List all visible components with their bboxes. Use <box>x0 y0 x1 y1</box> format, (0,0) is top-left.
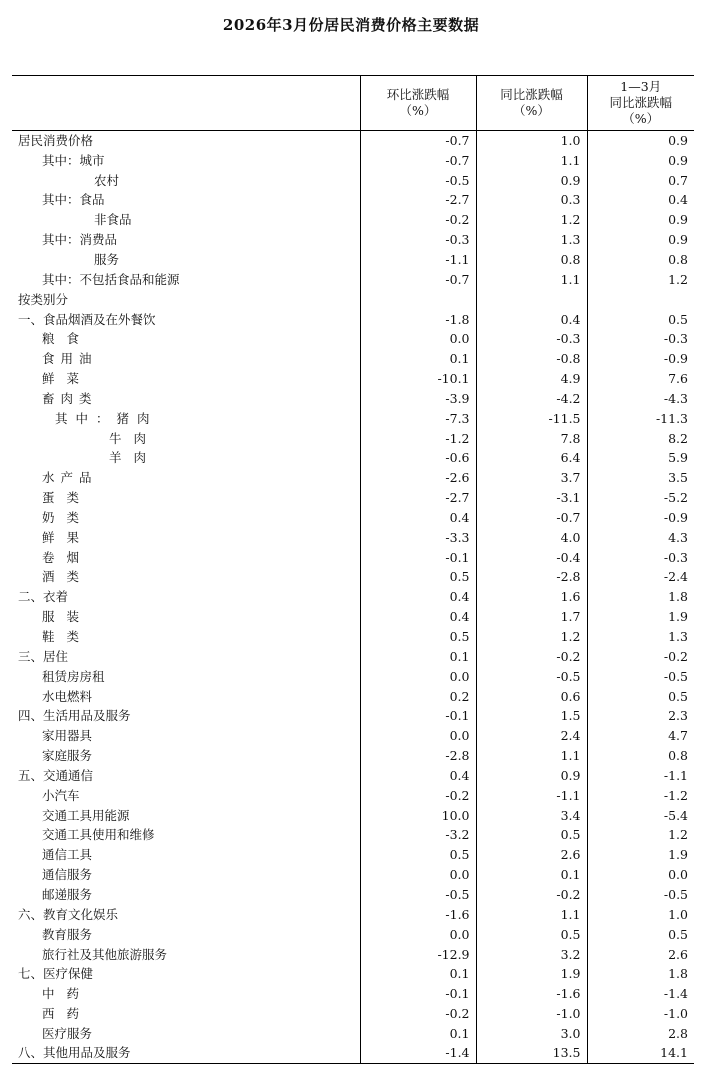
table-row <box>12 924 694 944</box>
cell-yoy: -0.7 <box>476 508 587 528</box>
table-row <box>12 170 694 190</box>
cell-mom: 0.4 <box>360 587 476 607</box>
table-row <box>12 805 694 825</box>
cell-ytd: -0.5 <box>587 666 694 686</box>
cell-yoy: -1.0 <box>476 1004 587 1024</box>
cell-yoy: 0.9 <box>476 170 587 190</box>
table-row <box>12 627 694 647</box>
cell-yoy: 1.3 <box>476 230 587 250</box>
table-row <box>12 766 694 786</box>
cell-ytd: 0.5 <box>587 686 694 706</box>
cell-mom: -2.7 <box>360 190 476 210</box>
row-label: 七、医疗保健 <box>18 966 94 982</box>
row-label: 邮递服务 <box>42 886 93 902</box>
cell-mom: -2.7 <box>360 488 476 508</box>
row-label-cell <box>12 210 360 230</box>
cell-yoy: 1.1 <box>476 150 587 170</box>
header-period-line: 1—3月 <box>620 79 662 94</box>
row-label-cell <box>12 190 360 210</box>
row-label-cell <box>12 349 360 369</box>
cell-ytd: -5.2 <box>587 488 694 508</box>
cell-mom: 0.4 <box>360 766 476 786</box>
header-label-line: 环比涨跌幅 <box>386 87 450 102</box>
table-row <box>12 468 694 488</box>
row-label-cell <box>12 448 360 468</box>
cell-yoy: 1.0 <box>476 131 587 151</box>
row-label: 按类别分 <box>18 291 69 307</box>
table-row <box>12 190 694 210</box>
page-title: 2026年3月份居民消费价格主要数据 <box>222 16 480 34</box>
cell-ytd: 0.9 <box>587 131 694 151</box>
cell-mom: -12.9 <box>360 944 476 964</box>
cell-ytd: 0.9 <box>587 210 694 230</box>
row-label: 三、居住 <box>18 648 69 664</box>
row-label: 交通工具用能源 <box>42 807 130 823</box>
cell-mom: 0.2 <box>360 686 476 706</box>
table-row <box>12 369 694 389</box>
cell-ytd <box>587 289 694 309</box>
cell-mom: -0.6 <box>360 448 476 468</box>
row-label: 水电燃料 <box>42 688 93 704</box>
row-label-cell <box>12 230 360 250</box>
cell-ytd: 2.8 <box>587 1023 694 1043</box>
cell-mom: 0.5 <box>360 567 476 587</box>
cell-mom: 0.4 <box>360 508 476 528</box>
cell-ytd: 0.5 <box>587 309 694 329</box>
cell-ytd: 0.9 <box>587 230 694 250</box>
cell-mom: 0.1 <box>360 964 476 984</box>
cell-ytd: 8.2 <box>587 428 694 448</box>
row-label: 其中：猪肉 <box>55 410 158 426</box>
cell-ytd: 0.7 <box>587 170 694 190</box>
table-row <box>12 706 694 726</box>
row-label: 西药 <box>42 1006 92 1022</box>
cell-yoy: 1.1 <box>476 746 587 766</box>
cell-mom: -0.1 <box>360 984 476 1004</box>
cell-ytd: -0.2 <box>587 646 694 666</box>
cell-yoy: -11.5 <box>476 408 587 428</box>
cell-mom: -1.2 <box>360 428 476 448</box>
row-label: 奶类 <box>42 509 92 525</box>
cell-mom: -0.7 <box>360 150 476 170</box>
cell-yoy: 3.0 <box>476 1023 587 1043</box>
row-label-cell <box>12 904 360 924</box>
table-row <box>12 746 694 766</box>
row-label: 四、生活用品及服务 <box>18 708 131 724</box>
row-label-cell <box>12 488 360 508</box>
cell-mom: 0.5 <box>360 845 476 865</box>
cell-ytd: -0.3 <box>587 547 694 567</box>
cell-mom: 0.0 <box>360 924 476 944</box>
row-label: 鲜果 <box>42 529 92 545</box>
table-row <box>12 527 694 547</box>
table-row <box>12 904 694 924</box>
cell-ytd: -0.3 <box>587 329 694 349</box>
table-row <box>12 150 694 170</box>
row-label: 水产品 <box>42 470 98 486</box>
row-label: 鞋类 <box>42 629 92 645</box>
cell-mom: -0.5 <box>360 885 476 905</box>
cell-mom: -0.2 <box>360 210 476 230</box>
table-row <box>12 785 694 805</box>
row-label: 卷烟 <box>42 549 92 565</box>
cell-mom: 0.1 <box>360 646 476 666</box>
cell-ytd: -5.4 <box>587 805 694 825</box>
row-label-cell <box>12 845 360 865</box>
row-label-cell <box>12 289 360 309</box>
table-row <box>12 587 694 607</box>
row-label-cell <box>12 865 360 885</box>
cell-ytd: 0.9 <box>587 150 694 170</box>
row-label: 居民消费价格 <box>18 133 94 149</box>
cell-yoy: -4.2 <box>476 388 587 408</box>
cell-yoy: 6.4 <box>476 448 587 468</box>
cell-yoy: 0.1 <box>476 865 587 885</box>
table-row <box>12 845 694 865</box>
cell-yoy: 1.9 <box>476 964 587 984</box>
cell-mom: -0.2 <box>360 1004 476 1024</box>
cell-ytd: -0.9 <box>587 349 694 369</box>
table-row <box>12 488 694 508</box>
cell-yoy: 0.9 <box>476 766 587 786</box>
cell-ytd: 1.9 <box>587 845 694 865</box>
header-item-column <box>12 76 360 131</box>
row-label-cell <box>12 131 360 151</box>
cell-ytd: -4.3 <box>587 388 694 408</box>
cell-yoy: 0.4 <box>476 309 587 329</box>
row-label-cell <box>12 627 360 647</box>
row-label-cell <box>12 369 360 389</box>
cell-ytd: 5.9 <box>587 448 694 468</box>
cell-ytd: -1.0 <box>587 1004 694 1024</box>
row-label-cell <box>12 944 360 964</box>
cell-ytd: 1.8 <box>587 587 694 607</box>
cell-mom: 0.1 <box>360 1023 476 1043</box>
header-label-line: 同比涨跌幅 <box>500 87 563 102</box>
cell-mom: -3.3 <box>360 527 476 547</box>
cell-yoy: -3.1 <box>476 488 587 508</box>
cell-ytd: -2.4 <box>587 567 694 587</box>
row-label: 食用油 <box>42 351 98 367</box>
table-row <box>12 428 694 448</box>
row-label-cell <box>12 1023 360 1043</box>
cell-mom: -0.7 <box>360 131 476 151</box>
table-row <box>12 686 694 706</box>
row-label: 服装 <box>42 609 92 625</box>
cell-mom: -2.8 <box>360 746 476 766</box>
cell-ytd: -1.2 <box>587 785 694 805</box>
row-label-cell <box>12 686 360 706</box>
row-label: 通信服务 <box>42 867 93 883</box>
row-label-cell <box>12 666 360 686</box>
cell-yoy: 4.0 <box>476 527 587 547</box>
row-label: 医疗服务 <box>42 1025 93 1041</box>
cell-ytd: 7.6 <box>587 369 694 389</box>
table-row <box>12 567 694 587</box>
cell-mom: -0.3 <box>360 230 476 250</box>
cell-mom: -2.6 <box>360 468 476 488</box>
row-label: 中药 <box>42 986 92 1002</box>
cell-yoy: -0.2 <box>476 885 587 905</box>
row-label: 其中：不包括食品和能源 <box>42 271 180 287</box>
cell-yoy: 0.8 <box>476 250 587 270</box>
cell-yoy: 4.9 <box>476 369 587 389</box>
table-row <box>12 210 694 230</box>
cell-mom: -0.7 <box>360 269 476 289</box>
row-label-cell <box>12 150 360 170</box>
header-unit-line: （%） <box>513 103 550 118</box>
table-row <box>12 388 694 408</box>
cell-mom: -1.4 <box>360 1043 476 1063</box>
cell-ytd: 2.3 <box>587 706 694 726</box>
header-mom-change <box>360 76 476 131</box>
row-label: 小汽车 <box>42 787 80 803</box>
row-label: 六、教育文化娱乐 <box>18 906 119 922</box>
cell-mom: -1.6 <box>360 904 476 924</box>
cell-yoy: 2.4 <box>476 726 587 746</box>
row-label: 酒类 <box>42 569 92 585</box>
row-label: 鲜菜 <box>42 371 92 387</box>
row-label-cell <box>12 547 360 567</box>
cell-yoy: 1.1 <box>476 904 587 924</box>
table-body <box>12 131 694 1064</box>
cell-mom: -3.9 <box>360 388 476 408</box>
cell-mom: 0.1 <box>360 349 476 369</box>
row-label-cell <box>12 388 360 408</box>
cell-ytd: 1.2 <box>587 825 694 845</box>
cell-yoy: -1.6 <box>476 984 587 1004</box>
cell-ytd: 1.9 <box>587 607 694 627</box>
cell-yoy: -0.2 <box>476 646 587 666</box>
cell-ytd: 4.7 <box>587 726 694 746</box>
row-label-cell <box>12 646 360 666</box>
cell-yoy: 13.5 <box>476 1043 587 1063</box>
cell-mom: 0.0 <box>360 726 476 746</box>
row-label-cell <box>12 607 360 627</box>
table-row <box>12 547 694 567</box>
row-label: 牛肉 <box>109 430 159 446</box>
cell-yoy: 1.2 <box>476 627 587 647</box>
cell-ytd: 1.3 <box>587 627 694 647</box>
cell-yoy: 3.7 <box>476 468 587 488</box>
row-label-cell <box>12 885 360 905</box>
cell-yoy: -0.3 <box>476 329 587 349</box>
table-row <box>12 508 694 528</box>
cell-mom: 0.5 <box>360 627 476 647</box>
cell-yoy: 2.6 <box>476 845 587 865</box>
row-label: 畜肉类 <box>42 390 98 406</box>
cell-yoy: 0.5 <box>476 924 587 944</box>
row-label: 蛋类 <box>42 490 92 506</box>
row-label: 教育服务 <box>42 926 93 942</box>
cell-ytd: 3.5 <box>587 468 694 488</box>
cell-yoy: 3.2 <box>476 944 587 964</box>
cell-mom: -0.5 <box>360 170 476 190</box>
cell-yoy: -0.5 <box>476 666 587 686</box>
row-label: 一、食品烟酒及在外餐饮 <box>18 311 156 327</box>
row-label: 旅行社及其他旅游服务 <box>42 946 168 962</box>
cell-mom: 0.0 <box>360 865 476 885</box>
cell-yoy: 0.3 <box>476 190 587 210</box>
cell-mom: 0.0 <box>360 666 476 686</box>
row-label: 粮食 <box>42 331 92 347</box>
table-row <box>12 885 694 905</box>
table-header-row <box>12 76 694 131</box>
row-label: 五、交通通信 <box>18 767 94 783</box>
row-label: 农村 <box>94 172 120 188</box>
table-row <box>12 984 694 1004</box>
table-row <box>12 289 694 309</box>
row-label-cell <box>12 1043 360 1063</box>
cell-yoy: -1.1 <box>476 785 587 805</box>
cell-mom: 0.0 <box>360 329 476 349</box>
cell-yoy: 1.7 <box>476 607 587 627</box>
row-label-cell <box>12 706 360 726</box>
cell-mom: -10.1 <box>360 369 476 389</box>
cell-mom: -3.2 <box>360 825 476 845</box>
header-unit-line: （%） <box>622 111 660 126</box>
table-row <box>12 646 694 666</box>
table-row <box>12 1004 694 1024</box>
cell-ytd: 1.0 <box>587 904 694 924</box>
row-label: 家用器具 <box>42 728 93 744</box>
row-label-cell <box>12 170 360 190</box>
cell-mom: -0.1 <box>360 706 476 726</box>
row-label-cell <box>12 587 360 607</box>
row-label-cell <box>12 766 360 786</box>
cell-ytd: 2.6 <box>587 944 694 964</box>
table-row <box>12 964 694 984</box>
table-row <box>12 825 694 845</box>
cell-yoy: 1.5 <box>476 706 587 726</box>
cell-ytd: 0.5 <box>587 924 694 944</box>
row-label: 八、其他用品及服务 <box>18 1045 131 1061</box>
cell-ytd: 1.8 <box>587 964 694 984</box>
cell-yoy: -0.8 <box>476 349 587 369</box>
row-label-cell <box>12 508 360 528</box>
cell-mom: 0.4 <box>360 607 476 627</box>
cell-yoy <box>476 289 587 309</box>
row-label: 服务 <box>94 251 120 267</box>
cell-mom: -1.8 <box>360 309 476 329</box>
header-ytd-yoy-change <box>587 76 694 131</box>
table-row <box>12 726 694 746</box>
header-yoy-change <box>476 76 587 131</box>
row-label-cell <box>12 329 360 349</box>
table-row <box>12 666 694 686</box>
row-label-cell <box>12 527 360 547</box>
cell-ytd: -1.1 <box>587 766 694 786</box>
cell-yoy: 1.1 <box>476 269 587 289</box>
row-label-cell <box>12 964 360 984</box>
row-label-cell <box>12 984 360 1004</box>
cell-yoy: -0.4 <box>476 547 587 567</box>
table-row <box>12 448 694 468</box>
row-label: 其中：消费品 <box>42 232 118 248</box>
cell-mom: 10.0 <box>360 805 476 825</box>
row-label: 其中：城市 <box>42 152 105 168</box>
cpi-table <box>12 75 694 1064</box>
cell-yoy: 0.6 <box>476 686 587 706</box>
row-label: 二、衣着 <box>18 589 69 605</box>
cell-ytd: 14.1 <box>587 1043 694 1063</box>
cell-mom: -7.3 <box>360 408 476 428</box>
row-label: 交通工具使用和维修 <box>42 827 155 843</box>
table-row <box>12 250 694 270</box>
cell-ytd: 0.0 <box>587 865 694 885</box>
cell-ytd: 0.8 <box>587 250 694 270</box>
cell-yoy: 0.5 <box>476 825 587 845</box>
table-row <box>12 309 694 329</box>
cell-ytd: -11.3 <box>587 408 694 428</box>
row-label-cell <box>12 805 360 825</box>
row-label-cell <box>12 408 360 428</box>
row-label: 家庭服务 <box>42 748 93 764</box>
cell-ytd: 0.8 <box>587 746 694 766</box>
header-label-line: 同比涨跌幅 <box>609 95 672 110</box>
row-label: 其中：食品 <box>42 192 105 208</box>
cell-yoy: 1.6 <box>476 587 587 607</box>
cell-ytd: -0.9 <box>587 508 694 528</box>
row-label: 非食品 <box>94 212 132 228</box>
table-row <box>12 865 694 885</box>
table-row <box>12 329 694 349</box>
table-row <box>12 230 694 250</box>
cell-ytd: 4.3 <box>587 527 694 547</box>
row-label-cell <box>12 1004 360 1024</box>
row-label: 租赁房房租 <box>42 668 105 684</box>
cell-yoy: 1.2 <box>476 210 587 230</box>
cell-ytd: 1.2 <box>587 269 694 289</box>
table-row <box>12 1023 694 1043</box>
row-label-cell <box>12 726 360 746</box>
row-label-cell <box>12 567 360 587</box>
cell-ytd: -1.4 <box>587 984 694 1004</box>
table-row <box>12 944 694 964</box>
cell-yoy: -2.8 <box>476 567 587 587</box>
row-label-cell <box>12 309 360 329</box>
row-label-cell <box>12 825 360 845</box>
row-label-cell <box>12 269 360 289</box>
row-label-cell <box>12 785 360 805</box>
cell-mom: -1.1 <box>360 250 476 270</box>
table-row <box>12 269 694 289</box>
row-label-cell <box>12 468 360 488</box>
cell-yoy: 7.8 <box>476 428 587 448</box>
cell-mom: -0.1 <box>360 547 476 567</box>
table-row <box>12 131 694 151</box>
cell-mom <box>360 289 476 309</box>
table-row <box>12 408 694 428</box>
cell-ytd: 0.4 <box>587 190 694 210</box>
cell-mom: -0.2 <box>360 785 476 805</box>
table-row <box>12 1043 694 1063</box>
table-row <box>12 607 694 627</box>
header-unit-line: （%） <box>399 103 437 118</box>
cell-ytd: -0.5 <box>587 885 694 905</box>
row-label-cell <box>12 428 360 448</box>
row-label: 羊肉 <box>109 450 159 466</box>
table-row <box>12 349 694 369</box>
row-label-cell <box>12 924 360 944</box>
row-label-cell <box>12 746 360 766</box>
row-label: 通信工具 <box>42 847 93 863</box>
cell-yoy: 3.4 <box>476 805 587 825</box>
row-label-cell <box>12 250 360 270</box>
